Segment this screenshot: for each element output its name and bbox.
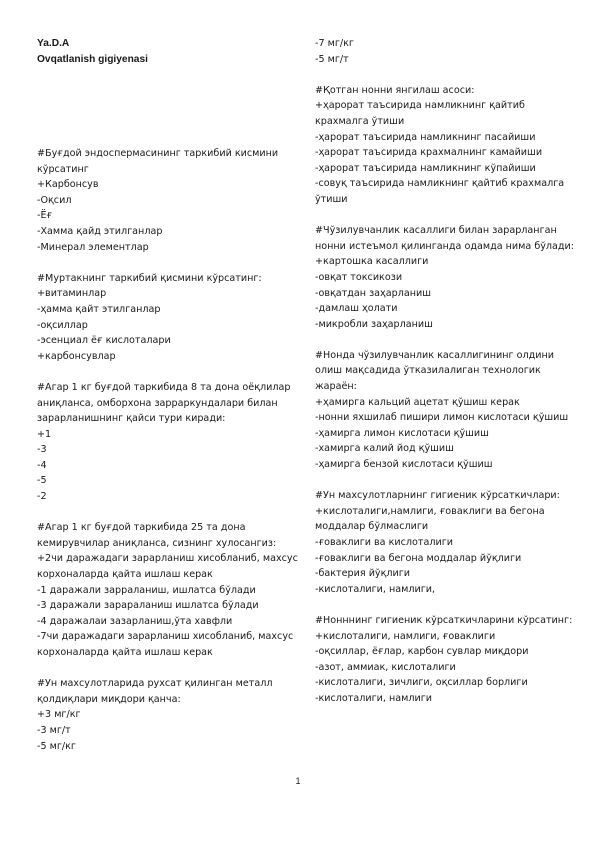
spacer <box>37 364 299 380</box>
page-number: 1 <box>295 776 301 786</box>
answer-option: +кислоталиги,намлиги, ғоваклиги ва бегона моддалар бўлмаслиги <box>315 505 545 533</box>
answer-option: -3 <box>37 444 47 456</box>
question-block <box>37 676 299 754</box>
answer-option: -нонни яхшилаб пишири лимон кислотаси қўшиш <box>315 412 569 424</box>
answer-option: +3 мг/кг <box>37 709 81 721</box>
question-text: #Чўзилувчанлик касаллиги билан зарарланган нонни истеъмол қилинганда одамда нима бўлади: <box>315 225 575 252</box>
spacer <box>37 255 299 271</box>
answer-option: -5 мг/т <box>315 53 349 65</box>
question-text: #Агар 1 кг буғдой таркибида 8 та дона оёқлилар аниқланса, омборхона зарраркундалари билан зарарланишнинг қайси тури киради: <box>37 381 291 425</box>
answer-option: -1 даражали зарраланиш, ишлатса бўлади <box>37 584 256 596</box>
answer-option: -кислоталиги, намлиги <box>315 692 433 704</box>
spacer <box>315 473 577 489</box>
answer-option: -Ёғ <box>37 210 53 222</box>
question-text: #Нонда чўзилувчанлик касаллигининг олдини олиш мақсадида ўтказилалиган технологик жараён: <box>315 349 554 393</box>
answer-option: +карбонсувлар <box>37 350 116 362</box>
answer-option: -ғоваклиги ва бегона моддалар йўқлиги <box>315 552 522 564</box>
question-block <box>37 520 299 676</box>
answer-option: -4 <box>37 459 47 471</box>
answer-option: -ҳамма қайт этилганлар <box>37 303 161 315</box>
answer-option: -ҳарорат таъсирида крахмалнинг камайиши <box>315 147 543 159</box>
answer-option: -4 даражалаи зазарланиш,ўта хавфли <box>37 615 233 627</box>
answer-option: -ҳамирга бензой кислотаси қўшиш <box>315 459 493 471</box>
answer-option: -2 <box>37 491 47 503</box>
question-text: #Ун махсулотларнинг гигиеник кўрсаткичлари: <box>315 490 560 502</box>
answer-option: -дамлаш ҳолати <box>315 303 398 315</box>
question-text: #Қотган нонни янгилаш асоси: <box>315 84 475 96</box>
question-block <box>315 488 577 613</box>
answer-option: -микробли заҳарланиш <box>315 318 433 330</box>
spacer <box>37 661 299 677</box>
answer-option: +Карбонсув <box>37 179 99 191</box>
spacer <box>315 332 577 348</box>
spacer <box>315 67 577 83</box>
answer-option: -7 мг/кг <box>315 38 354 49</box>
spacer <box>315 597 577 613</box>
author-heading: Ya.D.A <box>37 38 70 49</box>
spacer <box>37 505 299 521</box>
answer-option: +картошка касаллиги <box>315 256 429 268</box>
answer-option: -овқатдан заҳарланиш <box>315 287 432 299</box>
answer-option: -бактерия йўқлиги <box>315 568 411 580</box>
answer-option: +витаминлар <box>37 288 107 300</box>
answer-option: -оқсиллар <box>37 319 88 331</box>
answer-option: +1 <box>37 428 52 440</box>
answer-option: -овқат токсикози <box>315 271 403 283</box>
answer-option: -ҳамирга лимон кислотаси қўшиш <box>315 427 489 439</box>
left-question-list <box>37 146 299 754</box>
question-block <box>315 348 577 488</box>
question-block <box>37 380 299 520</box>
answer-option: -3 мг/т <box>37 724 71 736</box>
answer-option: -ғоваклиги ва кислоталиги <box>315 537 454 548</box>
answer-option: -эсенциал ёғ кислоталари <box>37 335 171 347</box>
left-column <box>37 36 299 754</box>
question-text: #Муртакнинг таркибий қисмини кўрсатинг: <box>37 272 262 284</box>
question-block <box>315 223 577 348</box>
answer-option: -кислоталиги, намлиги, <box>315 583 436 595</box>
question-text: #Ун махсулотларида рухсат қилинган металл қолдиқлари миқдори қанча: <box>37 678 273 705</box>
question-block <box>315 83 577 223</box>
answer-option: -3 даражали зарараланиш ишлатса бўлади <box>37 600 259 612</box>
question-block <box>37 146 299 271</box>
answer-option: +ҳамирга кальций ацетат қўшиш керак <box>315 396 520 408</box>
answer-option: +2чи даражадаги зарарланиш хисобланиб, махсус корхоналарда қайта ишлаш керак <box>37 553 298 581</box>
answer-option: -совуқ таъсирида намликнинг қайтиб крахмалга ўтиши <box>315 178 565 205</box>
spacer <box>37 68 299 146</box>
answer-option: -ҳарорат таъсирида намликнинг кўпайиши <box>315 162 536 174</box>
answer-option: -азот, аммиак, кислоталиги <box>315 661 456 673</box>
answer-option: -кислоталиги, зичлиги, оқсиллар борлиги <box>315 677 528 689</box>
subject-heading: Ovqatlanish gigiyenasi <box>37 54 148 65</box>
question-text: #Агар 1 кг буғдой таркибида 25 та дона кемирувчилар аниқланса, сизнинг хулосангиз: <box>37 522 277 549</box>
question-block <box>315 613 577 707</box>
answer-option: -ҳарорат таъсирида намликнинг пасайиши <box>315 131 536 143</box>
answer-option: -Хамма қайд этилганлар <box>37 225 163 237</box>
right-question-list <box>315 83 577 707</box>
answer-option: -7чи даражадаги зарарланиш хисобланиб, махсус корхоналарда қайта ишлаш керак <box>37 631 294 658</box>
answer-option: -5 мг/кг <box>37 740 76 752</box>
question-text: #Нонннинг гигиеник кўрсаткичларини кўрсатинг: <box>315 614 573 626</box>
continued-answers <box>315 36 577 67</box>
answer-option: -Минерал элементлар <box>37 241 149 253</box>
answer-option: +ҳарорат таъсирида намликнинг қайтиб крахмалга ўтиши <box>315 100 525 127</box>
answer-option: -хамирга калий йод қўшиш <box>315 443 454 455</box>
question-text: #Буғдой эндоспермасининг таркибий кисмини кўрсатинг <box>37 148 279 175</box>
answer-option: -оқсиллар, ёғлар, карбон сувлар миқдори <box>315 646 529 658</box>
right-column <box>315 36 577 707</box>
answer-option: +кислоталиги, намлиги, ғоваклиги <box>315 630 496 642</box>
spacer <box>315 208 577 224</box>
answer-option: -5 <box>37 475 47 487</box>
answer-option: -Оқсил <box>37 194 72 206</box>
question-block <box>37 271 299 380</box>
